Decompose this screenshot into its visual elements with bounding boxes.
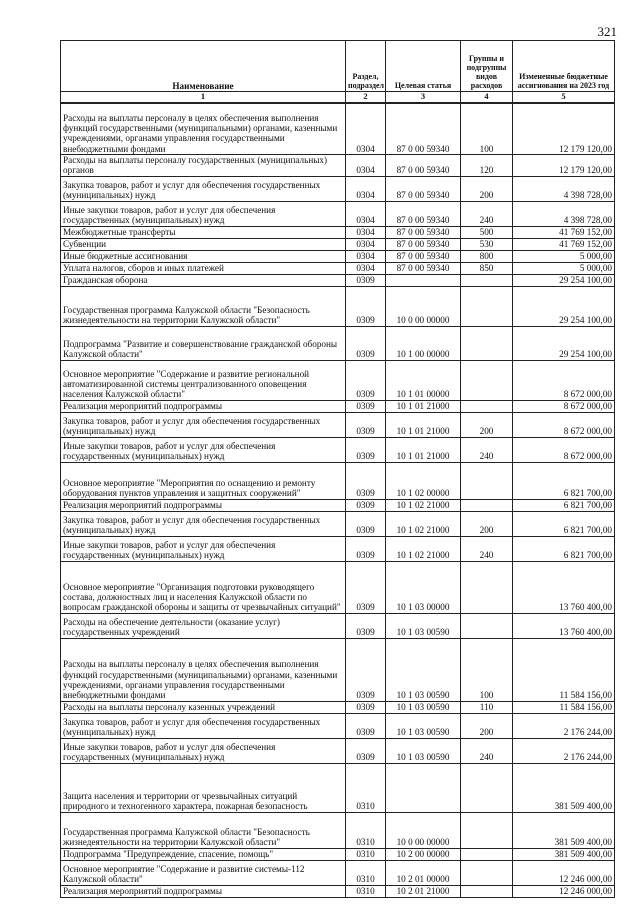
row-target: 87 0 00 59340 <box>386 201 461 226</box>
row-target: 10 2 00 00000 <box>386 848 461 860</box>
row-target <box>386 274 461 286</box>
row-section: 0309 <box>346 613 386 638</box>
header-amount: Измененные бюджетные ассигнования на 2023 год <box>513 41 615 92</box>
row-section: 0304 <box>346 250 386 262</box>
table-row <box>61 763 615 812</box>
row-amount: 6 821 700,00 <box>513 499 615 511</box>
row-amount: 2 176 244,00 <box>513 713 615 738</box>
row-section: 0309 <box>346 536 386 561</box>
table-row <box>61 462 615 499</box>
table-row <box>61 437 615 462</box>
row-name: Расходы на выплаты персоналу государственных (муниципальных) органов <box>61 155 346 177</box>
row-amount: 13 760 400,00 <box>513 613 615 638</box>
row-name: Иные закупки товаров, работ и услуг для обеспечения государственных (муниципальных) нужд <box>61 437 346 462</box>
row-group: 120 <box>461 155 513 177</box>
row-name: Расходы на обеспечение деятельности (оказание услуг) государственных учреждений <box>61 613 346 638</box>
row-section: 0304 <box>346 238 386 250</box>
column-number: 1 <box>61 92 346 103</box>
row-amount: 12 179 120,00 <box>513 155 615 177</box>
row-name: Подпрограмма "Предупреждение, спасение, помощь" <box>61 848 346 860</box>
row-section: 0309 <box>346 274 386 286</box>
row-amount: 4 398 728,00 <box>513 176 615 201</box>
row-group: 240 <box>461 536 513 561</box>
row-amount: 11 584 156,00 <box>513 638 615 701</box>
row-amount: 13 760 400,00 <box>513 561 615 613</box>
row-group: 100 <box>461 103 513 155</box>
table-row <box>61 201 615 226</box>
row-section: 0309 <box>346 326 386 360</box>
row-group <box>461 499 513 511</box>
table-row <box>61 274 615 286</box>
row-section: 0310 <box>346 763 386 812</box>
table-row <box>61 860 615 885</box>
row-amount: 381 509 400,00 <box>513 763 615 812</box>
row-name: Основное мероприятие "Содержание и развитие системы-112 Калужской области" <box>61 860 346 885</box>
row-group: 100 <box>461 638 513 701</box>
row-target: 10 1 03 00590 <box>386 713 461 738</box>
table-row <box>61 250 615 262</box>
row-name: Основное мероприятие "Организация подготовки руководящего состава, должностных лиц и населения Калужской области по вопросам гражданской обороны и защиты от чрезвычайных ситуаций" <box>61 561 346 613</box>
budget-table <box>60 40 615 898</box>
row-amount: 6 821 700,00 <box>513 511 615 536</box>
row-name: Государственная программа Калужской области "Безопасность жизнедеятельности на территории Калужской области" <box>61 812 346 848</box>
row-name: Расходы на выплаты персоналу в целях обеспечения выполнения функций государственными (муниципальными) органами, казенными учреждениями, органами управления государственными внебюджетными фондами <box>61 638 346 701</box>
row-name: Защита населения и территории от чрезвычайных ситуаций природного и техногенного характера, пожарная безопасность <box>61 763 346 812</box>
row-section: 0309 <box>346 360 386 400</box>
row-target: 10 1 03 00590 <box>386 638 461 701</box>
row-target: 10 1 03 00590 <box>386 738 461 763</box>
row-amount: 8 672 000,00 <box>513 437 615 462</box>
header-name: Наименование <box>61 41 346 92</box>
table-row <box>61 176 615 201</box>
row-group: 850 <box>461 262 513 274</box>
table-row <box>61 238 615 250</box>
row-name: Подпрограмма "Развитие и совершенствование гражданской обороны Калужской области" <box>61 326 346 360</box>
header-target: Целевая статья <box>386 41 461 92</box>
table-row <box>61 848 615 860</box>
row-group: 530 <box>461 238 513 250</box>
row-target: 10 1 01 21000 <box>386 437 461 462</box>
table-row <box>61 155 615 177</box>
header-group: Группы и подгруппы видов расходов <box>461 41 513 92</box>
row-section: 0304 <box>346 262 386 274</box>
row-section: 0309 <box>346 713 386 738</box>
row-name: Закупка товаров, работ и услуг для обеспечения государственных (муниципальных) нужд <box>61 176 346 201</box>
row-section: 0309 <box>346 437 386 462</box>
table-row <box>61 812 615 848</box>
row-amount: 381 509 400,00 <box>513 848 615 860</box>
row-group <box>461 561 513 613</box>
header-section: Раздел, подраздел <box>346 41 386 92</box>
row-section: 0304 <box>346 201 386 226</box>
row-amount: 6 821 700,00 <box>513 462 615 499</box>
row-section: 0309 <box>346 499 386 511</box>
column-number: 4 <box>461 92 513 103</box>
row-section: 0309 <box>346 638 386 701</box>
row-target: 10 1 03 00590 <box>386 613 461 638</box>
row-target: 10 1 02 21000 <box>386 499 461 511</box>
row-name: Закупка товаров, работ и услуг для обеспечения государственных (муниципальных) нужд <box>61 412 346 437</box>
column-number: 5 <box>513 92 615 103</box>
row-name: Иные закупки товаров, работ и услуг для обеспечения государственных (муниципальных) нужд <box>61 738 346 763</box>
row-section: 0304 <box>346 155 386 177</box>
row-amount: 4 398 728,00 <box>513 201 615 226</box>
column-number: 2 <box>346 92 386 103</box>
table-row <box>61 561 615 613</box>
row-amount: 6 821 700,00 <box>513 536 615 561</box>
table-row <box>61 400 615 412</box>
row-target: 10 1 01 00000 <box>386 360 461 400</box>
row-name: Реализация мероприятий подпрограммы <box>61 499 346 511</box>
row-target: 10 1 01 21000 <box>386 412 461 437</box>
row-name: Уплата налогов, сборов и иных платежей <box>61 262 346 274</box>
row-group: 800 <box>461 250 513 262</box>
row-section: 0309 <box>346 701 386 713</box>
row-group: 200 <box>461 176 513 201</box>
row-amount: 29 254 100,00 <box>513 326 615 360</box>
row-group <box>461 360 513 400</box>
row-section: 0310 <box>346 885 386 897</box>
row-section: 0309 <box>346 286 386 326</box>
row-target: 87 0 00 59340 <box>386 250 461 262</box>
row-section: 0304 <box>346 226 386 238</box>
row-section: 0309 <box>346 412 386 437</box>
table-row <box>61 885 615 897</box>
row-name: Расходы на выплаты персоналу в целях обеспечения выполнения функций государственными (муниципальными) органами, казенными учреждениями, органами управления государственными внебюджетными фондами <box>61 103 346 155</box>
row-name: Основное мероприятие "Содержание и развитие региональной автоматизированной системы централизованного оповещения населения Калужской области" <box>61 360 346 400</box>
page-number: 321 <box>597 24 617 39</box>
row-amount: 41 769 152,00 <box>513 238 615 250</box>
row-section: 0309 <box>346 511 386 536</box>
row-amount: 8 672 000,00 <box>513 412 615 437</box>
row-target: 10 1 02 21000 <box>386 511 461 536</box>
table-row <box>61 511 615 536</box>
table-row <box>61 103 615 155</box>
row-group: 200 <box>461 511 513 536</box>
row-target: 10 1 02 00000 <box>386 462 461 499</box>
row-group: 500 <box>461 226 513 238</box>
row-amount: 5 000,00 <box>513 250 615 262</box>
row-section: 0304 <box>346 176 386 201</box>
row-amount: 29 254 100,00 <box>513 274 615 286</box>
row-target: 10 1 00 00000 <box>386 326 461 360</box>
row-target: 87 0 00 59340 <box>386 226 461 238</box>
row-amount: 8 672 000,00 <box>513 360 615 400</box>
row-group <box>461 812 513 848</box>
row-target: 10 2 01 21000 <box>386 885 461 897</box>
row-name: Межбюджетные трансферты <box>61 226 346 238</box>
column-number-row <box>61 92 615 103</box>
table-row <box>61 412 615 437</box>
row-section: 0310 <box>346 860 386 885</box>
table-row <box>61 713 615 738</box>
row-target: 10 0 00 00000 <box>386 286 461 326</box>
row-amount: 12 246 000,00 <box>513 860 615 885</box>
table-row <box>61 638 615 701</box>
row-group <box>461 885 513 897</box>
row-section: 0310 <box>346 848 386 860</box>
row-group: 240 <box>461 437 513 462</box>
row-target: 87 0 00 59340 <box>386 238 461 250</box>
row-amount: 12 179 120,00 <box>513 103 615 155</box>
row-name: Закупка товаров, работ и услуг для обеспечения государственных (муниципальных) нужд <box>61 511 346 536</box>
row-group: 110 <box>461 701 513 713</box>
row-group <box>461 462 513 499</box>
table-row <box>61 499 615 511</box>
row-amount: 29 254 100,00 <box>513 286 615 326</box>
row-group: 240 <box>461 738 513 763</box>
row-group <box>461 860 513 885</box>
row-section: 0304 <box>346 103 386 155</box>
row-group <box>461 613 513 638</box>
row-name: Гражданская оборона <box>61 274 346 286</box>
table-row <box>61 738 615 763</box>
row-name: Основное мероприятие "Мероприятия по оснащению и ремонту оборудования пунктов управления и защитных сооружений" <box>61 462 346 499</box>
table-body <box>61 103 615 898</box>
row-target: 10 1 01 21000 <box>386 400 461 412</box>
table-row <box>61 326 615 360</box>
row-section: 0309 <box>346 738 386 763</box>
row-name: Реализация мероприятий подпрограммы <box>61 400 346 412</box>
row-group: 200 <box>461 713 513 738</box>
row-target: 10 1 03 00590 <box>386 701 461 713</box>
row-group: 240 <box>461 201 513 226</box>
row-name: Государственная программа Калужской области "Безопасность жизнедеятельности на территории Калужской области" <box>61 286 346 326</box>
row-name: Иные закупки товаров, работ и услуг для обеспечения государственных (муниципальных) нужд <box>61 536 346 561</box>
row-name: Иные закупки товаров, работ и услуг для обеспечения государственных (муниципальных) нужд <box>61 201 346 226</box>
table-row <box>61 360 615 400</box>
table-row <box>61 286 615 326</box>
row-name: Реализация мероприятий подпрограммы <box>61 885 346 897</box>
row-target: 10 1 03 00000 <box>386 561 461 613</box>
row-amount: 5 000,00 <box>513 262 615 274</box>
row-target: 10 0 00 00000 <box>386 812 461 848</box>
row-target: 87 0 00 59340 <box>386 176 461 201</box>
row-target: 87 0 00 59340 <box>386 155 461 177</box>
header-row <box>61 41 615 92</box>
row-target: 87 0 00 59340 <box>386 262 461 274</box>
row-name: Закупка товаров, работ и услуг для обеспечения государственных (муниципальных) нужд <box>61 713 346 738</box>
row-group <box>461 326 513 360</box>
column-number: 3 <box>386 92 461 103</box>
row-amount: 11 584 156,00 <box>513 701 615 713</box>
table-row <box>61 613 615 638</box>
row-amount: 381 509 400,00 <box>513 812 615 848</box>
row-group: 200 <box>461 412 513 437</box>
table-row <box>61 226 615 238</box>
row-amount: 8 672 000,00 <box>513 400 615 412</box>
table-row <box>61 262 615 274</box>
row-amount: 12 246 000,00 <box>513 885 615 897</box>
row-amount: 41 769 152,00 <box>513 226 615 238</box>
row-target: 10 1 02 21000 <box>386 536 461 561</box>
row-section: 0309 <box>346 462 386 499</box>
table-row <box>61 701 615 713</box>
row-group <box>461 400 513 412</box>
table-row <box>61 536 615 561</box>
row-section: 0309 <box>346 561 386 613</box>
row-name: Иные бюджетные ассигнования <box>61 250 346 262</box>
row-group <box>461 763 513 812</box>
row-target <box>386 763 461 812</box>
row-name: Субвенции <box>61 238 346 250</box>
row-group <box>461 274 513 286</box>
row-target: 10 2 01 00000 <box>386 860 461 885</box>
row-section: 0310 <box>346 812 386 848</box>
row-name: Расходы на выплаты персоналу казенных учреждений <box>61 701 346 713</box>
row-target: 87 0 00 59340 <box>386 103 461 155</box>
row-group <box>461 286 513 326</box>
row-group <box>461 848 513 860</box>
row-amount: 2 176 244,00 <box>513 738 615 763</box>
row-section: 0309 <box>346 400 386 412</box>
